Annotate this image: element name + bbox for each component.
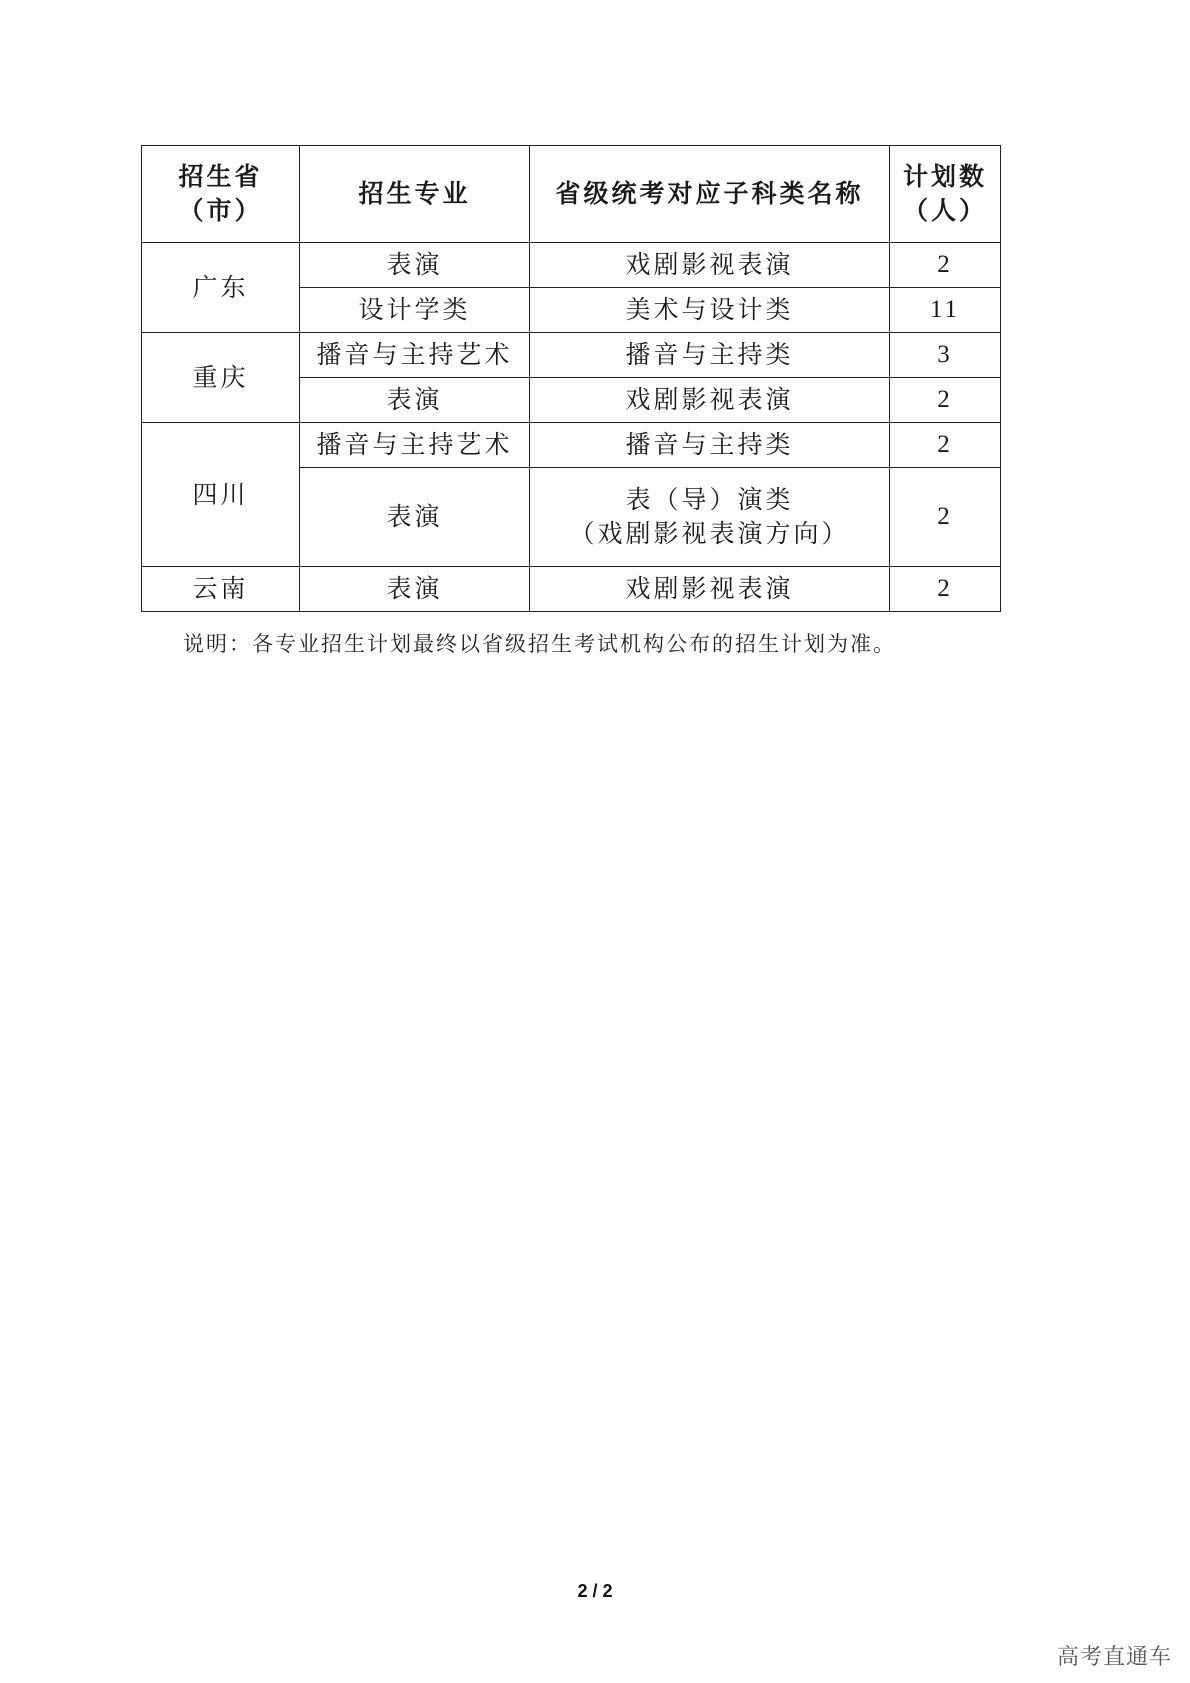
quota-cell: 2 — [890, 378, 1001, 423]
category-cell: 美术与设计类 — [530, 288, 890, 333]
quota-cell: 11 — [890, 288, 1001, 333]
header-quota: 计划数 （人） — [890, 146, 1001, 243]
category-cell: 戏剧影视表演 — [530, 243, 890, 288]
enrollment-plan-table — [141, 145, 1001, 612]
table-header-row — [142, 146, 1001, 243]
table-row — [142, 567, 1001, 612]
table-row — [142, 243, 1001, 288]
watermark-text: 高考直通车 — [1056, 1645, 1172, 1670]
quota-cell: 2 — [890, 567, 1001, 612]
major-cell: 设计学类 — [300, 288, 530, 333]
province-cell: 广东 — [142, 243, 300, 333]
category-cell: 表（导）演类 （戏剧影视表演方向） — [530, 468, 890, 567]
province-cell: 四川 — [142, 423, 300, 567]
category-cell: 播音与主持类 — [530, 333, 890, 378]
quota-cell: 3 — [890, 333, 1001, 378]
table-row — [142, 423, 1001, 468]
category-cell: 戏剧影视表演 — [530, 378, 890, 423]
category-cell: 播音与主持类 — [530, 423, 890, 468]
table-note: 说明：各专业招生计划最终以省级招生考试机构公布的招生计划为准。 — [183, 632, 896, 656]
header-major: 招生专业 — [300, 146, 530, 243]
header-province: 招生省 （市） — [142, 146, 300, 243]
province-cell: 云南 — [142, 567, 300, 612]
quota-cell: 2 — [890, 468, 1001, 567]
major-cell: 播音与主持艺术 — [300, 423, 530, 468]
province-cell: 重庆 — [142, 333, 300, 423]
major-cell: 表演 — [300, 243, 530, 288]
quota-cell: 2 — [890, 243, 1001, 288]
quota-cell: 2 — [890, 423, 1001, 468]
major-cell: 表演 — [300, 468, 530, 567]
major-cell: 表演 — [300, 378, 530, 423]
major-cell: 表演 — [300, 567, 530, 612]
header-category: 省级统考对应子科类名称 — [530, 146, 890, 243]
major-cell: 播音与主持艺术 — [300, 333, 530, 378]
page-number: 2 / 2 — [577, 1581, 613, 1601]
category-cell: 戏剧影视表演 — [530, 567, 890, 612]
table-row — [142, 333, 1001, 378]
